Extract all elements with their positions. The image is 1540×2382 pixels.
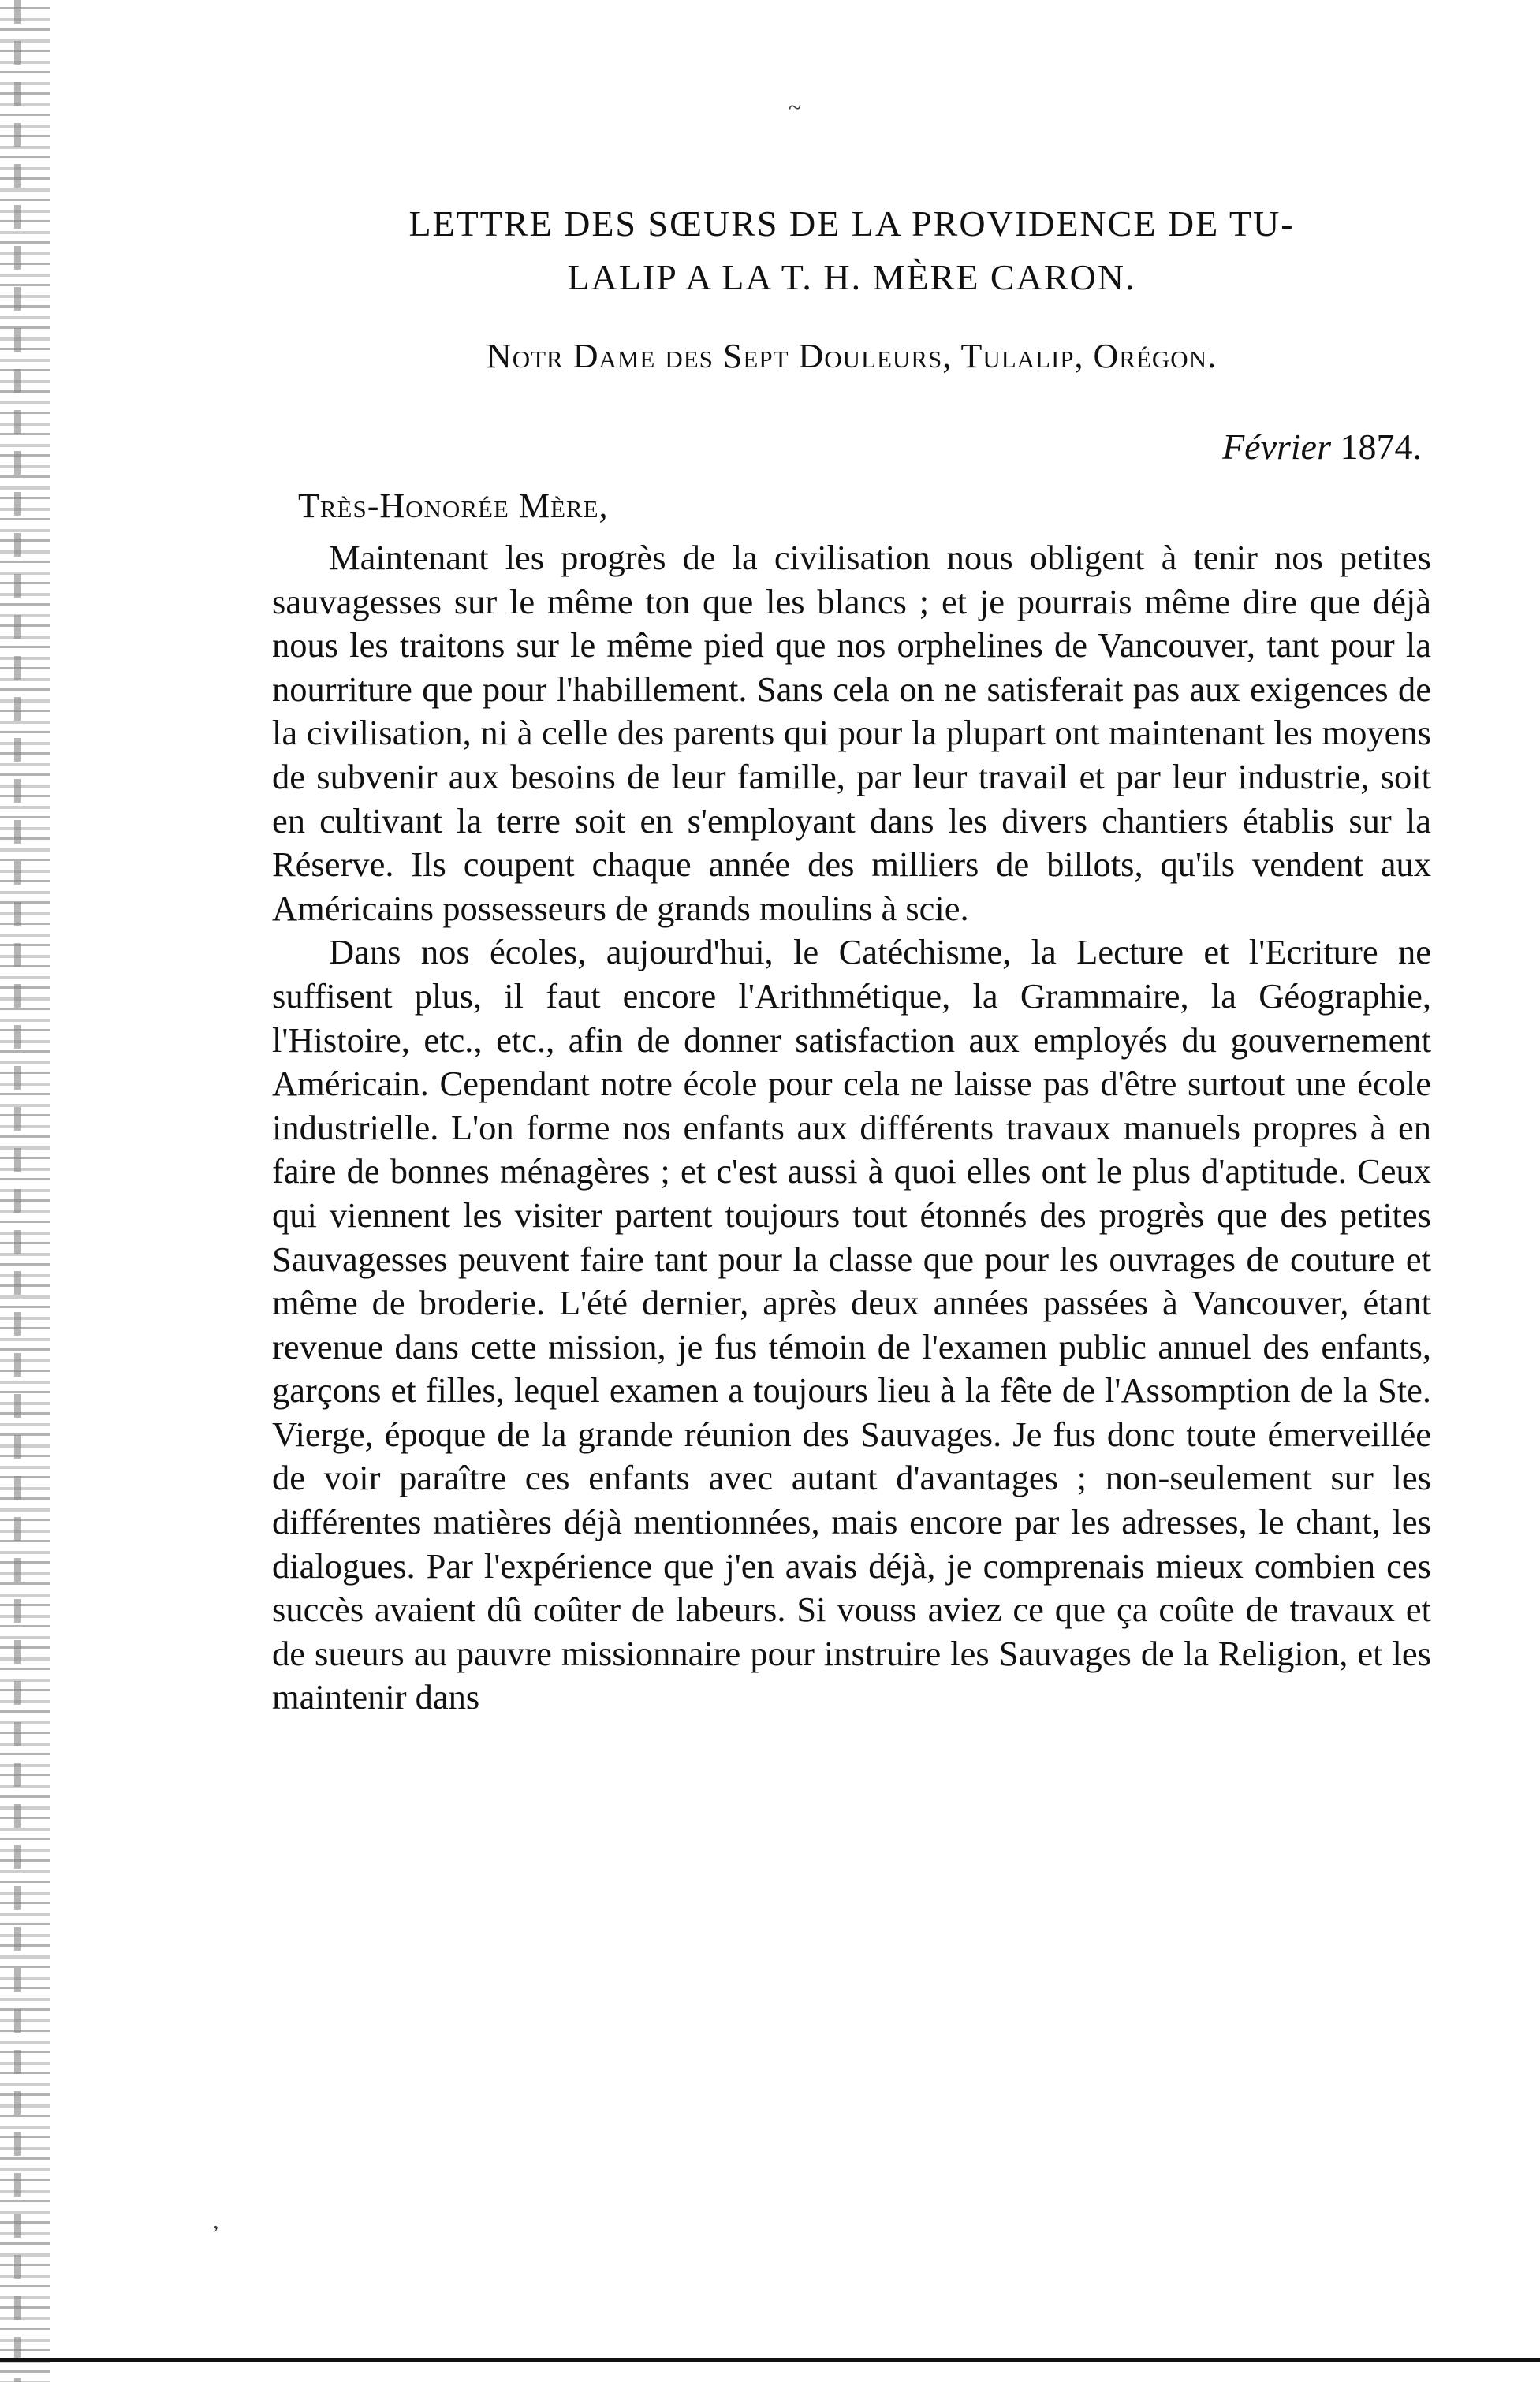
salutation: Très-Honorée Mère, [298, 486, 609, 525]
bottom-edge-rule [0, 2358, 1540, 2362]
date-year: 1874. [1340, 427, 1422, 467]
letter-title: LETTRE DES SŒURS DE LA PROVIDENCE DE TU- LALIP A LA T. H. MÈRE CARON. [408, 203, 1295, 297]
letter-place: Notr Dame des Sept Douleurs, Tulalip, Orégon. [486, 337, 1217, 375]
binding-edge [0, 0, 50, 2382]
scan-speck: ~ [789, 95, 802, 121]
scan-speck: , [213, 2208, 219, 2234]
paragraph: Maintenant les progrès de la civilisation nous obligent à tenir nos petites sauvagesses sur le même ton que les blancs ; et je pourrais même dire que déjà nous les traitons sur le même pied que nos orphelines de Vancouver, tant pour la nourriture que pour l'habillement. Sans cela on ne satisferait pas aux exigences de la civilisation, ni à celle des parents qui pour la plupart ont maintenant les moyens de subvenir aux besoins de leur famille, par leur travail et par leur industrie, soit en cultivant la terre soit en s'employant dans les divers chantiers établis sur la Réserve. Ils coupent chaque année des milliers de billots, qu'ils vendent aux Américains possesseurs de grands moulins à scie. [272, 538, 1431, 928]
paragraph: Dans nos écoles, aujourd'hui, le Catéchisme, la Lecture et l'Ecriture ne suffisent plus, il faut encore l'Arithmétique, la Grammaire, la Géographie, l'Histoire, etc., etc., afin de donner satisfaction aux employés du gouvernement Américain. Cependant notre école pour cela ne laisse pas d'être surtout une école industrielle. L'on forme nos enfants aux différents travaux manuels propres à en faire de bonnes ménagères ; et c'est aussi à quoi elles ont le plus d'aptitude. Ceux qui viennent les visiter partent toujours tout étonnés des progrès que des petites Sauvagesses peuvent faire tant pour la classe que pour les ouvrages de couture et même de broderie. L'été dernier, après deux années passées à Vancouver, étant revenue dans cette mission, je fus témoin de l'examen public annuel des enfants, garçons et filles, lequel examen a toujours lieu à la fête de l'Assomption de la Ste. Vierge, époque de la grande réunion des Sauvages. Je fus donc toute émerveillée de voir paraître ces enfants avec autant d'avantages ; non-seulement sur les différentes matières déjà mentionnées, mais encore par les adresses, le chant, les dialogues. Par l'expérience que j'en avais déjà, je comprenais mieux combien ces succès avaient dû coûter de labeurs. Si vouss aviez ce que ça coûte de travaux et de sueurs au pauvre missionnaire pour instruire les Sauvages de la Religion, et les maintenir dans [272, 932, 1431, 1717]
date-month: Février [1222, 427, 1331, 467]
letter-date [1222, 426, 1422, 468]
letter-body [272, 536, 1431, 1720]
